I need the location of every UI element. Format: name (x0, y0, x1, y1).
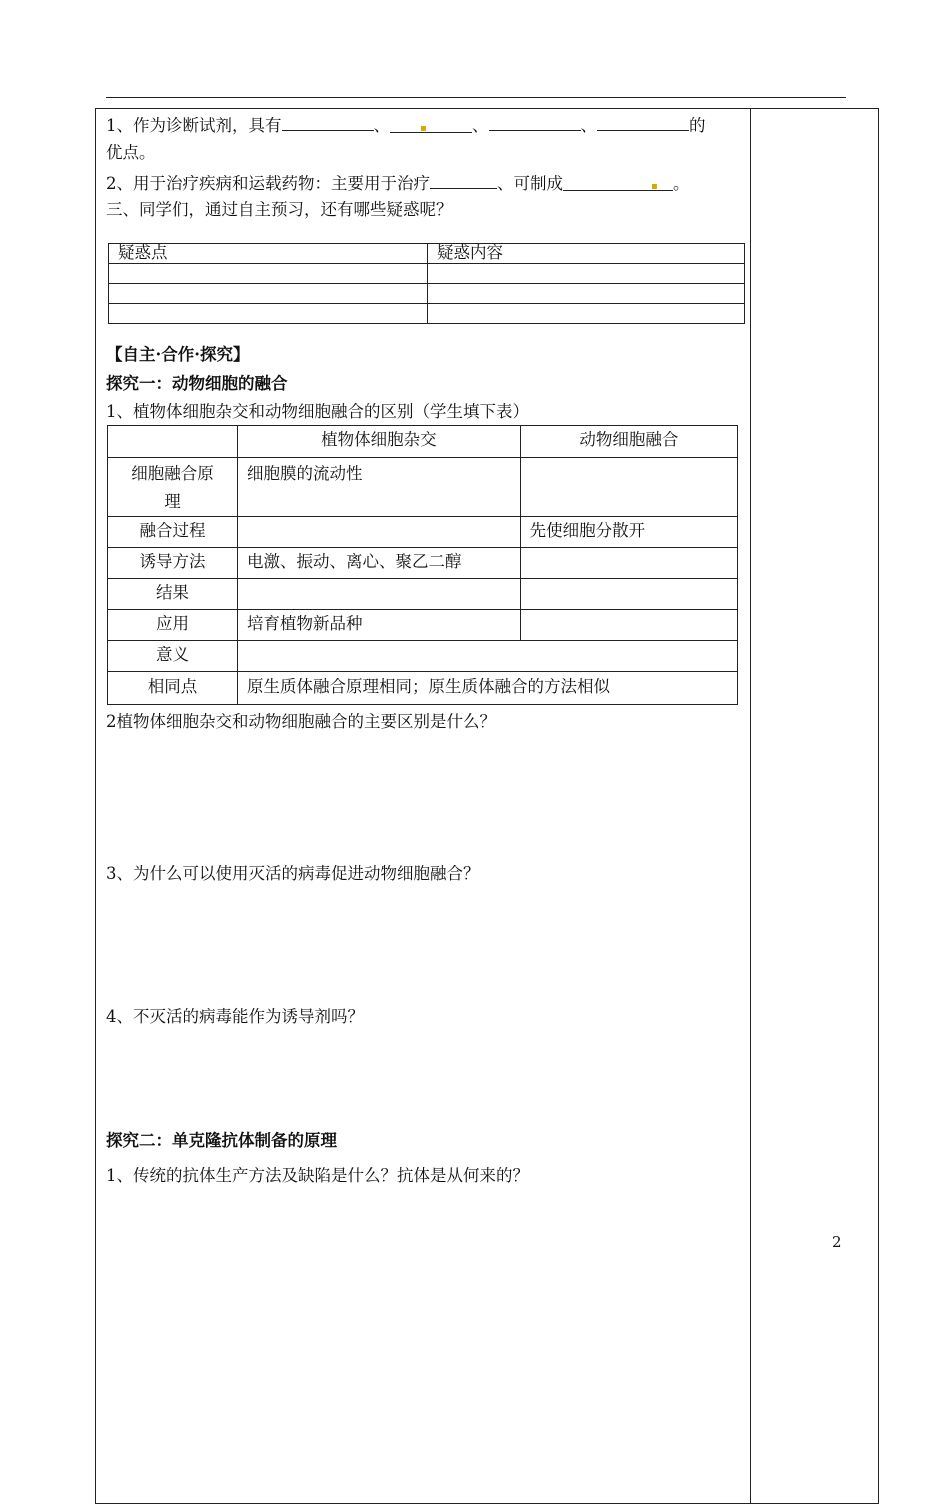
table-cell[interactable] (109, 264, 428, 284)
row-label: 结果 (108, 579, 238, 610)
explore-one-heading: 探究一：动物细胞的融合 (106, 374, 288, 393)
table-row (108, 641, 738, 672)
table-cell[interactable] (109, 284, 428, 304)
question-5: 1、传统的抗体生产方法及缺陷是什么？抗体是从何来的？ (106, 1166, 529, 1185)
table-cell[interactable] (238, 579, 521, 610)
table-cell[interactable] (428, 284, 745, 304)
table-cell-merged[interactable] (238, 641, 738, 672)
table-cell: 细胞膜的流动性 (238, 458, 521, 517)
row-label: 意义 (108, 641, 238, 672)
comparison-table (107, 425, 738, 705)
table-cell: 电激、振动、离心、聚乙二醇 (238, 548, 521, 579)
prep-line-3: 三、同学们，通过自主预习，还有哪些疑惑呢？ (106, 200, 453, 219)
table-row (108, 672, 738, 705)
row-label: 应用 (108, 610, 238, 641)
prep-line-1: 1、作为诊断试剂，具有 、 ▪ 、 、 的 (106, 116, 706, 135)
column-header-animal: 动物细胞融合 (520, 426, 737, 458)
question-2: 2植物体细胞杂交和动物细胞融合的主要区别是什么？ (106, 712, 496, 731)
table-cell[interactable] (520, 548, 737, 579)
table-cell: 培育植物新品种 (238, 610, 521, 641)
table-row (108, 579, 738, 610)
table-row (109, 244, 745, 264)
table-cell-merged: 原生质体融合原理相同；原生质体融合的方法相似 (238, 672, 738, 705)
table-header-cell: 疑惑点 (109, 244, 428, 264)
row-label: 融合过程 (108, 517, 238, 548)
table-row (108, 610, 738, 641)
question-4: 4、不灭活的病毒能作为诱导剂吗？ (106, 1007, 364, 1026)
table-cell[interactable] (428, 304, 745, 324)
question-1: 1、植物体细胞杂交和动物细胞融合的区别（学生填下表） (106, 402, 529, 421)
table-corner-cell (108, 426, 238, 458)
table-row (108, 426, 738, 458)
table-row (108, 517, 738, 548)
page-number: 2 (832, 1233, 842, 1251)
table-cell[interactable] (520, 579, 737, 610)
doubt-table (108, 243, 745, 324)
row-label: 细胞融合原 理 (108, 458, 238, 517)
table-row (108, 458, 738, 517)
blank-field[interactable]: ▪ (563, 174, 673, 191)
table-cell[interactable] (520, 458, 737, 517)
table-row (108, 548, 738, 579)
blank-field[interactable] (597, 114, 689, 131)
blank-field[interactable] (282, 114, 374, 131)
prep-line-2: 2、用于治疗疾病和运载药物：主要用于治疗 、可制成 ▪ 。 (106, 174, 690, 193)
question-3: 3、为什么可以使用灭活的病毒促进动物细胞融合？ (106, 864, 480, 883)
row-label: 相同点 (108, 672, 238, 705)
blank-field[interactable] (430, 172, 497, 189)
header-rule (106, 97, 846, 98)
table-cell[interactable] (238, 517, 521, 548)
blank-field[interactable] (489, 114, 581, 131)
margin-column-divider (750, 108, 751, 1504)
table-row (109, 264, 745, 284)
table-cell[interactable] (520, 610, 737, 641)
blank-field[interactable]: ▪ (390, 116, 472, 133)
row-label: 诱导方法 (108, 548, 238, 579)
table-cell: 先使细胞分散开 (520, 517, 737, 548)
prep-line-1b: 优点。 (106, 143, 156, 162)
table-cell[interactable] (428, 264, 745, 284)
table-row (109, 284, 745, 304)
explore-two-heading: 探究二：单克隆抗体制备的原理 (106, 1131, 337, 1150)
table-cell[interactable] (109, 304, 428, 324)
table-row (109, 304, 745, 324)
column-header-plant: 植物体细胞杂交 (238, 426, 521, 458)
table-header-cell: 疑惑内容 (428, 244, 745, 264)
section-heading: 【自主·合作·探究】 (106, 345, 250, 364)
